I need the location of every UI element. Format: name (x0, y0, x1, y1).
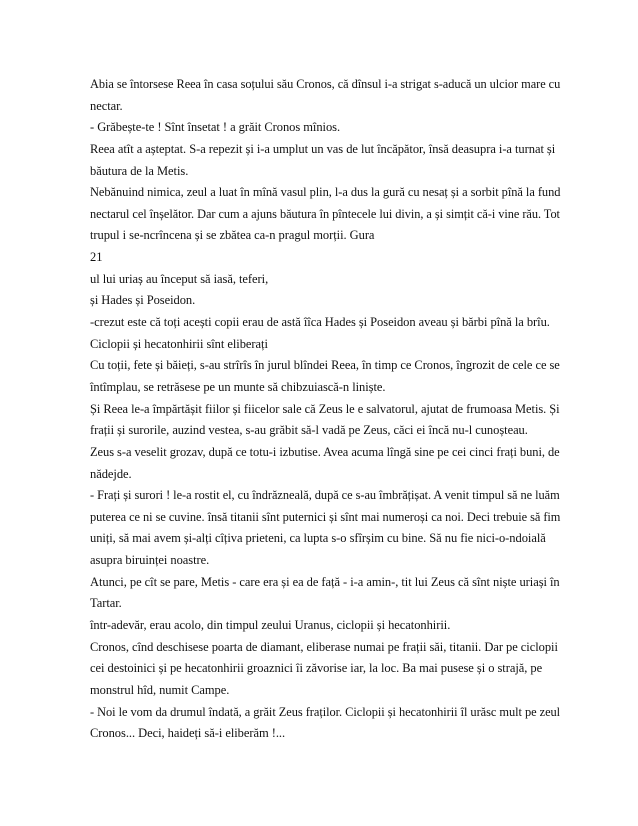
text-line: întîmplau, se retrăsese pe un munte să chibzuiască-n liniște. (90, 379, 386, 394)
text-line: puterea ce ni se cuvine. însă titanii sînt puternici și sînt mai numeroși ca noi. Deci trebuie să fim (90, 509, 561, 524)
page-number: 21 (90, 250, 103, 265)
text-line: Atunci, pe cît se pare, Metis - care era și ea de față - i-a amin-, tit lui Zeus că sînt niște uriași în (90, 574, 560, 589)
body-text (90, 74, 560, 745)
text-line: Cronos, cînd deschisese poarta de diamant, eliberase numai pe frații săi, titanii. Dar pe ciclopii (90, 639, 558, 654)
text-line: Tartar. (90, 596, 122, 611)
text-line: Nebănuind nimica, zeul a luat în mînă vasul plin, l-a dus la gură cu nesaț și a sorbit pînă la fund (90, 185, 561, 200)
text-line: -crezut este că toți acești copii erau de astă îîca Hades și Poseidon aveau și bărbi pînă la brîu. (90, 315, 550, 330)
text-line: Abia se întorsese Reea în casa soțului său Cronos, că dînsul i-a strigat s-aducă un ulcior mare cu (90, 77, 561, 91)
text-line: frații și surorile, auzind vestea, s-au grăbit să-l vadă pe Zeus, căci ei încă nu-l cunoșteau. (90, 423, 528, 438)
text-line: băutura de la Metis. (90, 163, 189, 178)
text-line: într-adevăr, erau acolo, din timpul zeului Uranus, ciclopii și hecatonhirii. (90, 618, 451, 633)
text-line: - Frați și surori ! le-a rostit el, cu îndrăzneală, după ce s-au îmbrățișat. A venit timpul să ne luăm (90, 488, 560, 503)
text-line: Cronos... Deci, haideți să-i eliberăm !... (90, 726, 286, 741)
text-line: cei destoinici și pe hecatonhirii groaznici îi zăvorise iar, la loc. Ba mai pusese și o strajă, pe (90, 661, 543, 676)
text-line: trupul i se-ncrîncena și se zbătea ca-n pragul morții. Gura (90, 228, 375, 243)
text-line: nectarul cel înșelător. Dar cum a ajuns băutura în pîntecele lui divin, a și simțit că-i vine rău. Tot (90, 206, 560, 221)
text-line: Zeus s-a veselit grozav, după ce totu-i izbutise. Avea acuma lîngă sine pe cei cinci frați buni, de (90, 444, 560, 459)
text-line: monstrul hîd, numit Campe. (90, 682, 230, 697)
text-line: Și Reea le-a împărtășit fiilor și fiicelor sale că Zeus le e salvatorul, ajutat de frumoasa Metis. Și (90, 401, 560, 416)
text-line: - Noi le vom da drumul îndată, a grăit Zeus fraților. Ciclopii și hecatonhirii îl urăsc mult pe zeul (90, 704, 561, 719)
text-line: - Grăbește-te ! Sînt însetat ! a grăit Cronos mînios. (90, 120, 341, 135)
text-line: ul lui uriaș au început să iasă, teferi, (90, 271, 269, 286)
text-line: nectar. (90, 98, 123, 113)
text-line: uniți, să mai avem și-alți cîțiva prieteni, ca lupta s-o sfîrșim cu bine. Să nu fie nici-o-ndoială (90, 531, 546, 546)
text-line: Cu toții, fete și băieți, s-au strîrîs în jurul blîndei Reea, în timp ce Cronos, îngrozit de cele ce se (90, 358, 560, 373)
text-line: și Hades și Poseidon. (90, 293, 196, 308)
section-heading: Ciclopii și hecatonhirii sînt eliberați (90, 336, 268, 351)
text-line: asupra biruinței noastre. (90, 553, 210, 568)
text-line: Reea atît a așteptat. S-a repezit și i-a umplut un vas de lut încăpător, însă deasupra i-a turnat și (90, 141, 556, 156)
text-line: nădejde. (90, 466, 132, 481)
